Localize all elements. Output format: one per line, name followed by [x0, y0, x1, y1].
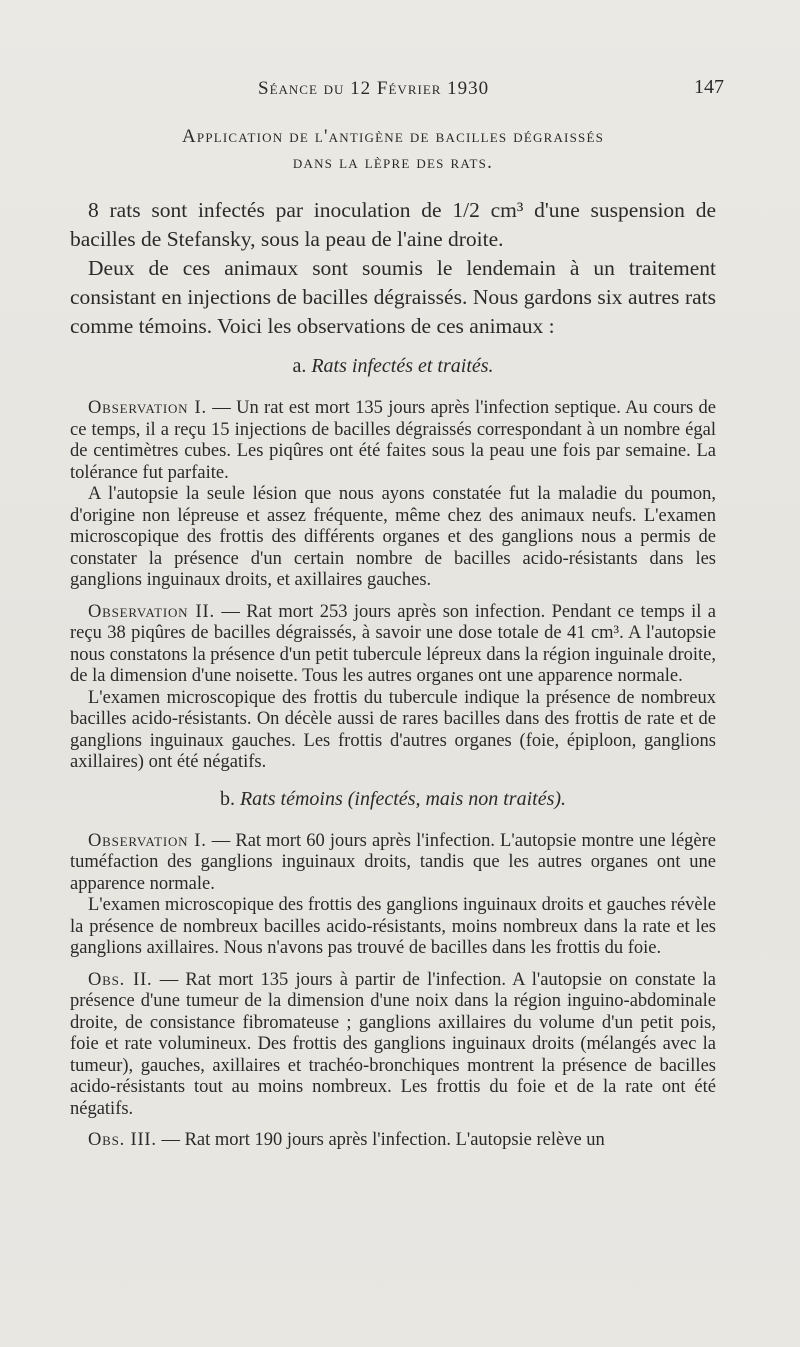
page-number: 147 [694, 76, 724, 98]
observation-a2-paragraph-2: L'examen microscopique des frottis du tubercule indique la présence de nombreux bacilles acido-résistants. On décèle aussi de rares bacilles dans des frottis de rate et de ganglions inguinaux gauches. Les frottis d'autres organes (foie, épiploon, ganglions axillaires) ont été négatifs. [70, 687, 716, 772]
intro-paragraph-2: Deux de ces animaux sont soumis le lendemain à un traitement consistant en injections de bacilles dégraissés. Nous gardons six autres rats comme témoins. Voici les observations de ces animaux : [70, 256, 716, 338]
observation-b2-paragraph-1 [70, 970, 716, 1121]
observation-b1-paragraph-1 [70, 831, 716, 896]
observation-text: — Rat mort 253 jours après son infection. Pendant ce temps il a reçu 38 piqûres de bacilles dégraissés, à savoir une dose totale de 41 cm³. A l'autopsie nous constatons la présence d'un petit tubercule lépreux dans la région inguinale droite, de la dimension d'une noisette. Tous les autres organes ont une apparence normale. [70, 601, 717, 686]
intro [70, 196, 716, 341]
observation-a1 [70, 398, 716, 592]
observation-label: Observation I. [88, 398, 207, 418]
observation-text: — Rat mort 60 jours après l'infection. L'autopsie montre une légère tuméfaction des ganglions inguinaux droits, tandis que les autres organes ont une apparence normale. [70, 830, 716, 894]
subheading-a-title: Rats infectés et traités. [311, 355, 494, 377]
running-head-title: Séance du 12 Février 1930 [258, 78, 490, 99]
section-title-line2: dans la lèpre des rats. [292, 152, 494, 173]
subheading-b-title: Rats témoins (infectés, mais non traités). [239, 787, 567, 810]
intro-paragraph-1: 8 rats sont infectés par inoculation de 1/2 cm³ d'une suspension de bacilles de Stefansky, sous la peau de l'aine droite. [70, 198, 716, 251]
subheading-a [70, 355, 716, 378]
observation-b1 [70, 831, 716, 960]
observation-label: Obs. II. [88, 969, 153, 990]
observation-a1-paragraph-1 [70, 398, 716, 484]
observation-a1-paragraph-2: A l'autopsie la seule lésion que nous ayons constatée fut la maladie du poumon, d'origine non lépreuse et assez fréquente, même chez des animaux neufs. L'examen microscopique des frottis des différents organes et des ganglions nous a permis de constater la présence d'un certain nombre de bacilles acido-résistants dans les ganglions inguinaux droits, et axillaires gauches. [70, 484, 716, 590]
observation-b3 [70, 1130, 716, 1152]
section-title [70, 124, 716, 176]
observation-b2 [70, 970, 716, 1121]
observation-text: — Rat mort 190 jours après l'infection. L'autopsie relève un [156, 1130, 605, 1150]
observation-b3-paragraph-1 [70, 1130, 716, 1152]
observation-label: Observation II. [88, 601, 215, 622]
observation-text: — Un rat est mort 135 jours après l'infection septique. Au cours de ce temps, il a reçu 15 injections de bacilles dégraissés correspondant à un nombre égal de centimètres cubes. Les piqûres ont été faites sous la peau une fois par semaine. La tolérance fut parfaite. [70, 398, 716, 483]
observation-text: — Rat mort 135 jours à partir de l'infection. A l'autopsie on constate la présence d'une tumeur de la dimension d'une noix dans la région inguino-abdominale droite, de consistance fibromateuse ; ganglions axillaires du volume d'un petit pois, foie et rate volumineux. Des frottis des ganglions inguinaux droits (mélangés avec la tumeur), gauches, axillaires et trachéo-bronchiques montrent la présence de bacilles acido-résistants tout au moins nombreux. Les frottis du foie et de la rate ont été négatifs. [70, 969, 717, 1119]
subheading-a-label: a. [292, 355, 307, 377]
observation-a2-paragraph-1 [70, 602, 716, 688]
running-head [70, 70, 724, 110]
observation-b1-paragraph-2: L'examen microscopique des frottis des ganglions inguinaux droits et gauches révèle la présence de nombreux bacilles acido-résistants, moins nombreux dans la rate et les ganglions axillaires. Nous n'avons pas trouvé de bacilles dans les frottis du foie. [70, 895, 716, 958]
observation-a2 [70, 602, 716, 774]
section-title-line1: Application de l'antigène de bacilles dégraissés [181, 126, 605, 147]
observation-label: Observation I. [88, 830, 207, 851]
observation-label: Obs. III. [88, 1130, 157, 1150]
subheading-b-label: b. [219, 787, 235, 810]
subheading-b [70, 788, 716, 811]
